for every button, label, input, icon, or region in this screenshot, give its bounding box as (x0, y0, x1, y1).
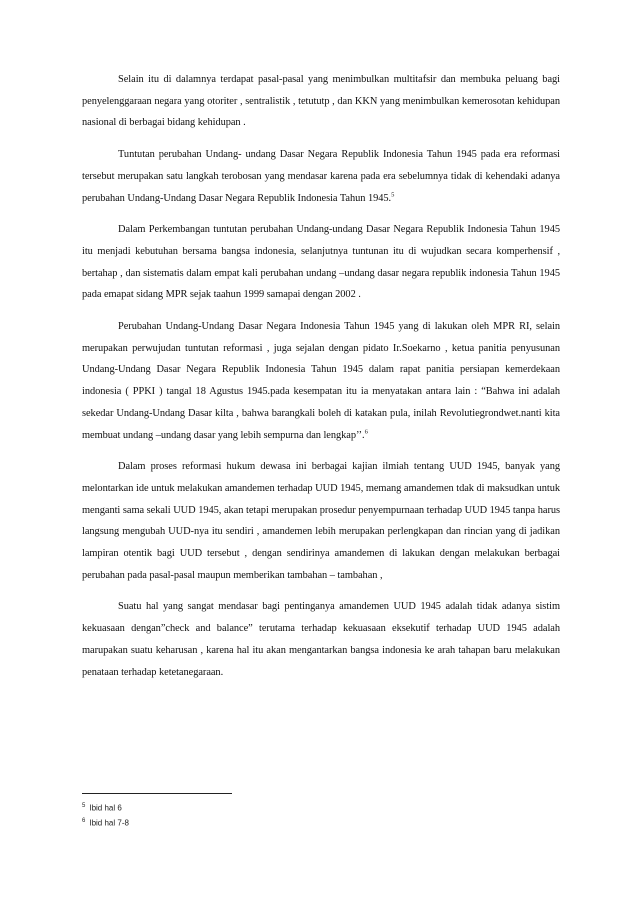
paragraph-text: Suatu hal yang sangat mendasar bagi pentinganya amandemen UUD 1945 adalah tidak adanya sistim kekuasaan dengan”check and balance” terutama terhadap kekuasaan eksekutif terhadap UUD 1945 adalah marupakan suatu keharusan , karena hal itu akan mengantarkan bangsa indonesia ke arah tahapan baru melakukan penataan terhadap ketetanegaraan. (82, 601, 560, 678)
footnote-number: 5 (82, 803, 86, 809)
paragraph-6 (82, 596, 560, 683)
paragraph-text: Selain itu di dalamnya terdapat pasal-pasal yang menimbulkan multitafsir dan membuka peluang bagi penyelenggaraan negara yang otoriter , sentralistik , tetututp , dan KKN yang menimbulkan kemerosotan kehidupan nasional di berbagai bidang kehidupan . (82, 74, 560, 129)
paragraph-3 (82, 219, 560, 306)
footnote-text: Ibid hal 6 (89, 803, 122, 813)
footnote-ref[interactable]: 6 (364, 428, 368, 436)
footnote-text: Ibid hal 7-8 (89, 818, 129, 828)
paragraph-text: Dalam Perkembangan tuntutan perubahan Undang-undang Dasar Negara Republik Indonesia Tahun 1945 itu menjadi kebutuhan bersama bangsa indonesia, selanjutnya tuntunan itu di wujudkan secara komperhensif , bertahap , dan sistematis dalam empat kali perubahan undang –undang dasar negara republik indonesia Tahun 1945 pada emapat sidang MPR sejak taahun 1999 samapai dengan 2002 . (82, 224, 560, 301)
footnote-number: 6 (82, 817, 86, 824)
paragraph-text: Dalam proses reformasi hukum dewasa ini berbagai kajian ilmiah tentang UUD 1945, banyak yang melontarkan ide untuk melakukan amandemen terhadap UUD 1945, memang amandemen tdak di maksudkan untuk menganti sama sekali UUD 1945, akan tetapi merupakan prosedur penyempurnaan terhadap UUD 1945 tanpa harus langsung mengubah UUD-nya itu sendiri , amandemen lebih merupakan perlengkapan dan rincian yang di jadikan lampiran otentik bagi UUD tersebut , dengan sendirinya amandemen di lakukan dengan melakukan berbagai perubahan pada pasal-pasal maupun memberikan tambahan – tambahan , (82, 461, 560, 581)
paragraph-text: Perubahan Undang-Undang Dasar Negara Indonesia Tahun 1945 yang di lakukan oleh MPR RI, selain merupakan perwujudan tuntutan reformasi , juga sejalan dengan pidato Ir.Soekarno , ketua panitia penyusunan Undang-Undang Dasar Negara Republik Indonesia Tahun 1945 dalam rapat panitia persiapan kemerdekaan indonesia ( PPKI ) tangal 18 Agustus 1945.pada kesempatan itu ia menyatakan antara lain : “Bahwa ini adalah sekedar Undang-Undang Dasar kilta , bahwa barangkali boleh di katakan pula, inilah Revolutiegrondwet.nanti kita membuat undang –undang dasar yang lebih sempurna dan lengkap’’. (82, 321, 560, 441)
paragraph-text: Tuntutan perubahan Undang- undang Dasar Negara Republik Indonesia Tahun 1945 pada era reformasi tersebut merupakan satu langkah terobosan yang mendasar karena pada era sebelumnya tidak di kehendaki adanya perubahan Undang-Undang Dasar Negara Republik Indonesia Tahun 1945. (82, 149, 560, 204)
footnote-ref[interactable]: 5 (391, 191, 395, 199)
footnotes (82, 800, 382, 829)
footnote-item (82, 800, 382, 815)
footnote-item (82, 815, 382, 830)
paragraph-4 (82, 316, 560, 446)
body-text (82, 69, 560, 693)
footnote-separator (82, 793, 232, 794)
paragraph-1 (82, 69, 560, 134)
paragraph-5 (82, 456, 560, 586)
paragraph-2 (82, 144, 560, 209)
